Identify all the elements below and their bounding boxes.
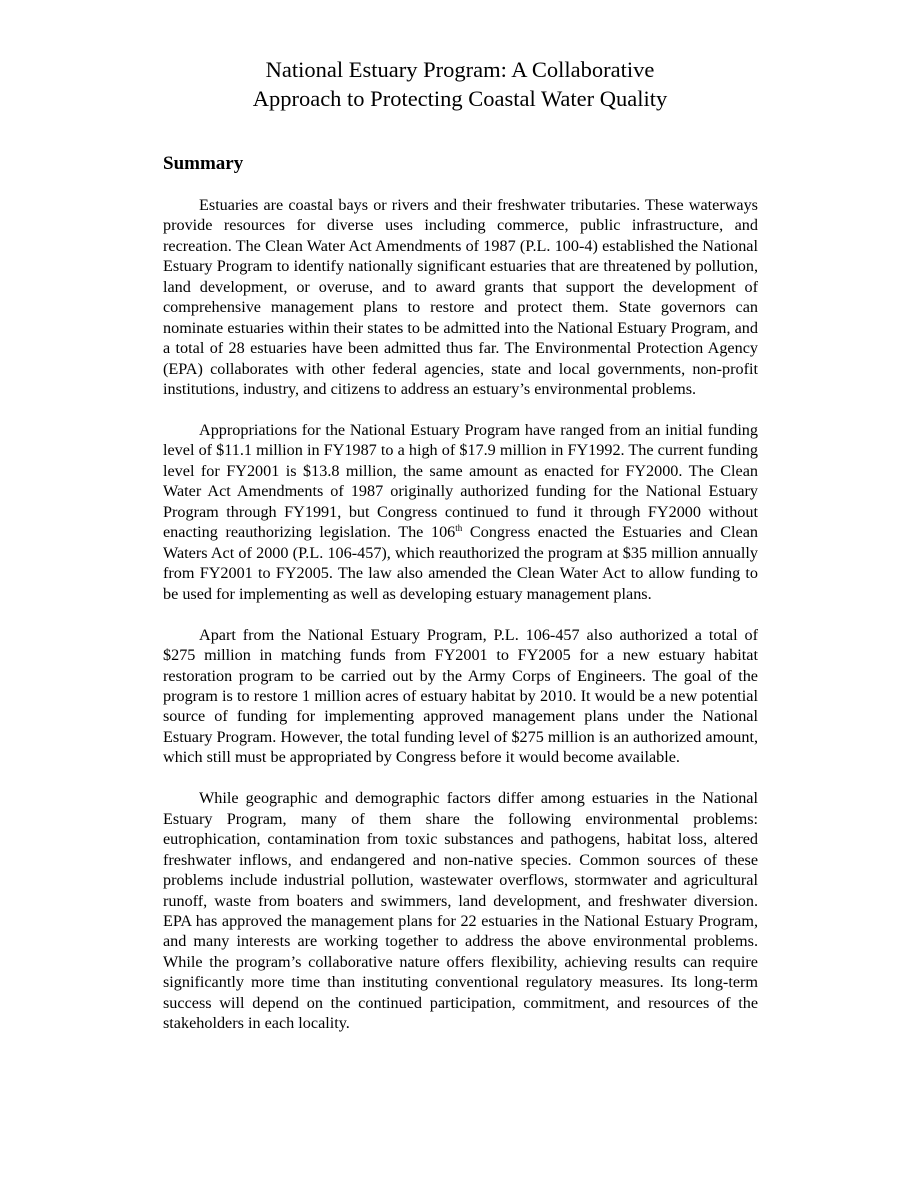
paragraph-estuaries-overview: Estuaries are coastal bays or rivers and their freshwater tributaries. These waterways provide resources for diverse uses including commerce, public infrastructure, and recreation. The Clean Water Act Amendments of 1987 (P.L. 100-4) established the National Estuary Program to identify nationally significant estuaries that are threatened by pollution, land development, or overuse, and to award grants that support the development of comprehensive management plans to restore and protect them. State governors can nominate estuaries within their states to be admitted into the National Estuary Program, and a total of 28 estuaries have been admitted thus far. The Environmental Protection Agency (EPA) collaborates with other federal agencies, state and local governments, non-profit institutions, industry, and citizens to address an estuary’s environmental problems. [163,196,758,399]
summary-body [163,195,758,1054]
document-title-line-1: National Estuary Program: A Collaborative [265,57,655,82]
paragraph-appropriations [163,420,758,604]
paragraph-environmental-problems: While geographic and demographic factors differ among estuaries in the National Estuary Program, many of them share the following environmental problems: eutrophication, contamination from toxic substances and pathogens, habitat loss, altered freshwater inflows, and endangered and non-native species. Common sources of these problems include industrial pollution, wastewater overflows, stormwater and agricultural runoff, waste from boaters and swimmers, land development, and freshwater diversion. EPA has approved the management plans for 22 estuaries in the National Estuary Program, and many interests are working together to address the above environmental problems. While the program’s collaborative nature offers flexibility, achieving results can require significantly more time than instituting conventional regulatory measures. Its long-term success will depend on the continued participation, commitment, and resources of the stakeholders in each locality. [163,789,758,1033]
document-title-line-2: Approach to Protecting Coastal Water Quality [252,86,668,111]
section-heading-summary: Summary [163,153,244,174]
document-title [0,55,920,113]
paragraph-appropriations-part-2: Congress enacted the Estuaries and Clean Waters Act of 2000 (P.L. 106-457), which reauthorized the program at $35 million annually from FY2001 to FY2005. The law also amended the Clean Water Act to allow funding to be used for implementing as well as developing estuary management plans. [163,523,758,603]
ordinal-superscript: th [455,523,463,534]
paragraph-appropriations-part-1: Appropriations for the National Estuary Program have ranged from an initial funding level of $11.1 million in FY1987 to a high of $17.9 million in FY1992. The current funding level for FY2001 is $13.8 million, the same amount as enacted for FY2000. The Clean Water Act Amendments of 1987 originally authorized funding for the National Estuary Program through FY1991, but Congress continued to fund it through FY2000 without enacting reauthorizing legislation. The 106 [163,421,758,542]
paragraph-habitat-restoration: Apart from the National Estuary Program, P.L. 106-457 also authorized a total of $275 million in matching funds from FY2001 to FY2005 for a new estuary habitat restoration program to be carried out by the Army Corps of Engineers. The goal of the program is to restore 1 million acres of estuary habitat by 2010. It would be a new potential source of funding for implementing approved management plans under the National Estuary Program. However, the total funding level of $275 million is an authorized amount, which still must be appropriated by Congress before it would become available. [163,625,758,767]
